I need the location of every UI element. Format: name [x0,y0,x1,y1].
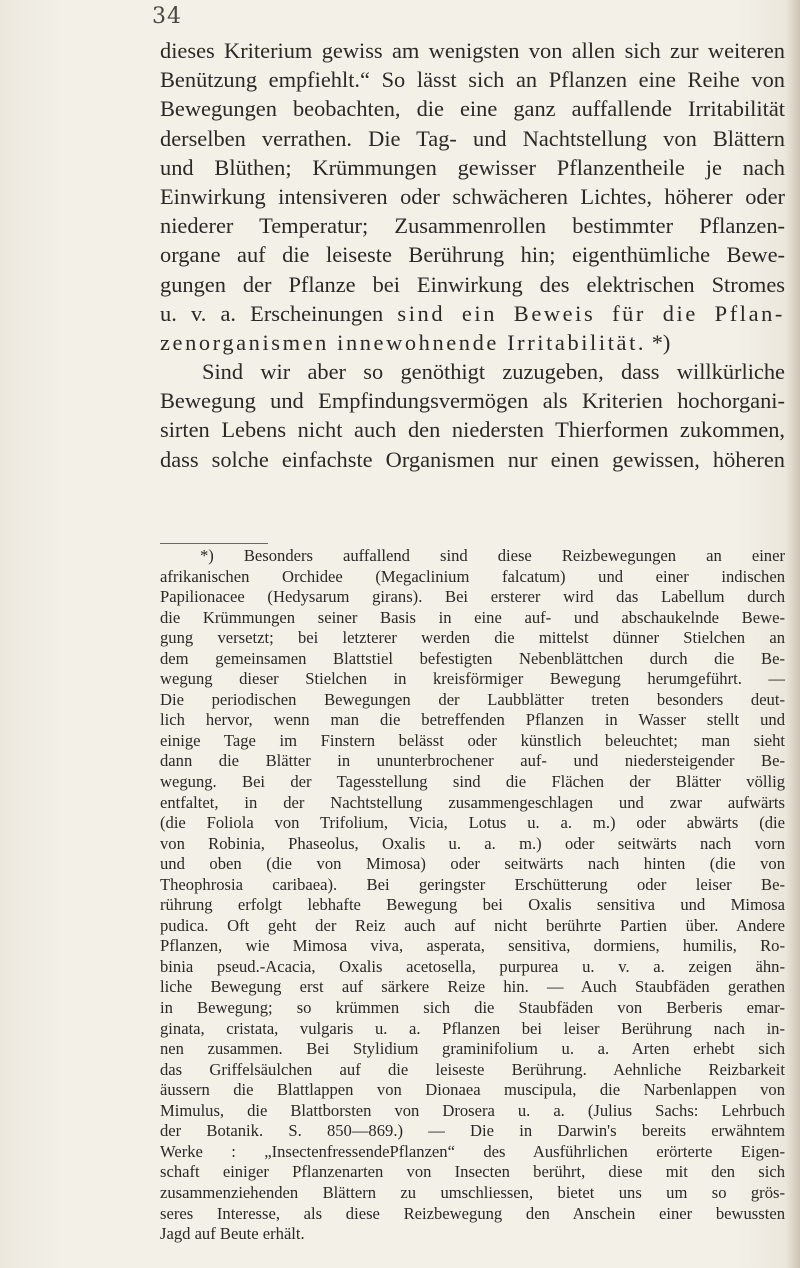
footnote-line: afrikanischen Orchidee (Megaclinium falcatum) und einer indischen [160,566,785,586]
footnote-line: dann die Blätter in ununterbrochener auf- und niedersteigender Be- [160,751,785,771]
footnote-line: Werke : „InsectenfressendePflanzen“ des Ausführlichen erörterte Eigen- [160,1141,785,1161]
footnote-line: rührung erfolgt lebhafte Bewegung bei Oxalis sensitiva und Mimosa [160,895,785,915]
footnote-line: Theophrosia caribaea). Bei geringster Erschütterung oder leiser Be- [160,874,785,894]
footnote-line: ginata, cristata, vulgaris u. a. Pflanzen bei leiser Berührung nach in- [160,1018,785,1038]
footnote-marker: *) [646,329,671,355]
footnote-line: schaft einiger Pflanzenarten von Insecten berührt, diese mit den sich [160,1162,785,1182]
body-line: Bewegung und Empfindungsvermögen als Kriterien hochorgani- [160,388,785,414]
body-line: Benützung empfiehlt.“ So lässt sich an Pflanzen eine Reihe von [160,67,785,93]
footnote-line: liche Bewegung erst auf särkere Reize hin. — Auch Staubfäden gerathen [160,977,785,997]
footnote-line: (die Foliola von Trifolium, Vicia, Lotus u. a. m.) oder abwärts (die [160,813,785,833]
footnote-line: *) Besonders auffallend sind diese Reizbewegungen an einer [200,546,785,565]
footnote-line: dem gemeinsamen Blattstiel befestigten Nebenblättchen durch die Be- [160,648,785,668]
body-line [160,328,785,357]
footnote-line: Die periodischen Bewegungen der Laubblätter treten besonders deut- [160,689,785,709]
body-line: und Blüthen; Krümmungen gewisser Pflanzentheile je nach [160,154,785,180]
body-line: dieses Kriterium gewiss am wenigsten von allen sich zur weiteren [160,38,785,63]
footnote-line: wegung. Bei der Tagesstellung sind die Flächen der Blätter völlig [160,772,785,792]
body-line: sirten Lebens nicht auch den niedersten Thierformen zukommen, [160,417,785,443]
body-line: Bewegungen beobachten, die eine ganz auffallende Irritabilität [160,96,785,122]
footnote-line: wegung dieser Stielchen in kreisförmiger Bewegung herumgeführt. — [160,669,785,689]
footnote-line: pudica. Oft geht der Reiz auch auf nicht berührte Partien über. Andere [160,915,785,935]
footnote-line: äussern die Blattlappen von Dionaea muscipula, die Narbenlappen von [160,1080,785,1100]
footnote-line: und oben (die von Mimosa) oder seitwärts nach hinten (die von [160,854,785,874]
footnote-line: binia pseud.-Acacia, Oxalis acetosella, purpurea u. v. a. zeigen ähn- [160,956,785,976]
footnote-line: Papilionacee (Hedysarum girans). Bei ersterer wird das Labellum durch [160,587,785,607]
page-number: 34 [152,4,182,29]
body-line: dass solche einfachste Organismen nur einen gewissen, höheren [160,446,785,472]
footnote-line: in Bewegung; so krümmen sich die Staubfäden von Berberis emar- [160,998,785,1018]
footnote-line: zusammenziehenden Blättern zu umschliessen, bietet uns um so grös- [160,1182,785,1202]
footnote-line: der Botanik. S. 850—869.) — Die in Darwin's bereits erwähntem [160,1121,785,1141]
footnote-line: seres Interesse, als diese Reizbewegung den Anschein einer bewussten [160,1203,785,1223]
footnote-line: einige Tage im Finstern belässt oder künstlich beleuchtet; man sieht [160,730,785,750]
page-edge-shadow [786,0,800,1268]
body-line: gungen der Pflanze bei Einwirkung des elektrischen Stromes [160,271,785,297]
body-line: Sind wir aber so genöthigt zuzugeben, dass willkürliche [202,359,785,385]
footnote-separator-rule [160,543,268,544]
main-body-text [160,36,785,474]
footnote-line: entfaltet, in der Nachtstellung zusammengeschlagen und zwar aufwärts [160,792,785,812]
footnote-line: die Krümmungen seiner Basis in eine auf- und abschaukelnde Bewe- [160,607,785,627]
body-line-prefix: u. v. a. Erscheinungen [160,300,398,326]
footnote [160,546,785,1245]
footnote-line: Jagd auf Beute erhält. [160,1224,305,1244]
footnote-line: von Robinia, Phaseolus, Oxalis u. a. m.) oder seitwärts nach vorn [160,833,785,853]
emphasized-spaced-text: zenorganismen innewohnende Irritabilität. [160,329,647,355]
footnote-line: nen zusammen. Bei Stylidium graminifolium u. a. Arten erhebt sich [160,1039,785,1059]
emphasized-spaced-text: sind ein Beweis für die Pflan- [397,300,785,326]
body-line: derselben verrathen. Die Tag- und Nachtstellung von Blättern [160,125,785,151]
body-line: Einwirkung intensiveren oder schwächeren Lichtes, höherer oder [160,183,785,209]
body-line [160,299,785,328]
body-line: organe auf die leiseste Berührung hin; eigenthümliche Bewe- [160,242,785,268]
footnote-line: Pflanzen, wie Mimosa viva, asperata, sensitiva, dormiens, humilis, Ro- [160,936,785,956]
footnote-line: Mimulus, die Blattborsten von Drosera u. a. (Julius Sachs: Lehrbuch [160,1100,785,1120]
footnote-line: gung versetzt; bei letzterer werden die mittelst dünner Stielchen an [160,628,785,648]
footnote-line: das Griffelsäulchen auf die leiseste Berührung. Aehnliche Reizbarkeit [160,1059,785,1079]
body-line: niederer Temperatur; Zusammenrollen bestimmter Pflanzen- [160,213,785,239]
footnote-line: lich hervor, wenn man die betreffenden Pflanzen in Wasser stellt und [160,710,785,730]
